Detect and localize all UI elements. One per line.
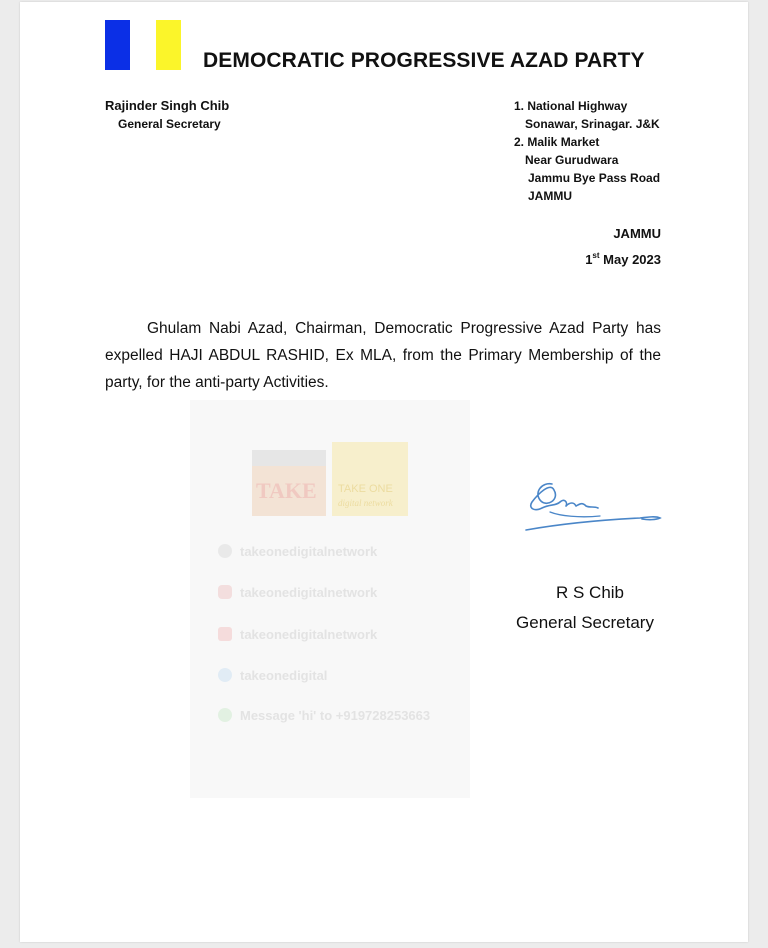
youtube-icon	[218, 627, 232, 641]
address-line: Near Gurudwara	[525, 153, 619, 167]
dateline-date	[585, 245, 661, 271]
signoff-title: General Secretary	[516, 613, 654, 632]
signoff-name: R S Chib	[555, 583, 625, 602]
twitter-icon	[218, 668, 232, 682]
dateline-place: JAMMU	[613, 226, 661, 241]
party-name-heading: DEMOCRATIC PROGRESSIVE AZAD PARTY	[203, 49, 645, 72]
flag-yellow-stripe	[156, 20, 181, 70]
sender-name: Rajinder Singh Chib	[105, 98, 230, 113]
watermark-logo-text-2: TAKE ONE	[338, 483, 393, 495]
dateline	[585, 223, 661, 271]
date-ordinal: st	[592, 251, 600, 260]
sender-title: General Secretary	[118, 117, 221, 131]
watermark-logo-text: TAKE	[256, 478, 317, 503]
watermark-facebook: takeonedigitalnetwork	[218, 544, 377, 559]
watermark-panel	[190, 400, 470, 798]
watermark-logo-tagline: digital network	[338, 498, 393, 508]
date-month-year: May 2023	[603, 252, 661, 267]
watermark-logo	[252, 442, 412, 520]
instagram-icon	[218, 585, 232, 599]
watermark-whatsapp: Message 'hi' to +919728253663	[218, 708, 430, 723]
watermark-youtube: takeonedigitalnetwork	[218, 627, 377, 642]
signoff-block	[505, 578, 665, 638]
letter-page	[20, 2, 748, 942]
address-line: Jammu Bye Pass Road	[528, 171, 661, 185]
letter-body: Ghulam Nabi Azad, Chairman, Democratic Progressive Azad Party has expelled HAJI ABDUL RASHID, Ex MLA, from the Primary Membership of the party, for the anti-party Activities.	[105, 320, 661, 391]
whatsapp-icon	[218, 708, 232, 722]
address-line: JAMMU	[528, 189, 572, 203]
address-line: Sonawar, Srinagar. J&K	[525, 117, 660, 131]
date-day: 1	[585, 252, 593, 267]
address-line: 1. National Highway	[514, 99, 628, 113]
flag-blue-stripe	[105, 20, 130, 70]
address-line: 2. Malik Market	[514, 135, 600, 149]
facebook-icon	[218, 544, 232, 558]
watermark-instagram: takeonedigitalnetwork	[218, 585, 377, 600]
sender-block	[105, 97, 229, 133]
handwritten-signature	[520, 472, 665, 547]
address-block	[514, 97, 660, 205]
watermark-twitter: takeonedigital	[218, 668, 327, 683]
